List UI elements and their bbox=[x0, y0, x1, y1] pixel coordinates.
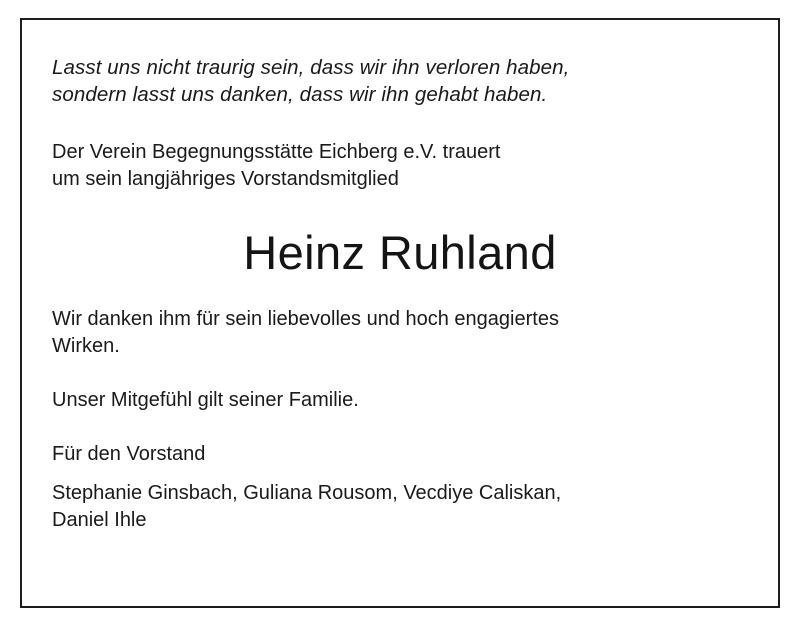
condolence-text bbox=[52, 387, 748, 414]
epigraph bbox=[52, 54, 748, 109]
signature-block bbox=[52, 441, 748, 535]
deceased-name: Heinz Ruhland bbox=[243, 226, 557, 280]
intro-line-1: Der Verein Begegnungsstätte Eichberg e.V. trauert bbox=[52, 140, 501, 163]
signature-names-line-1: Stephanie Ginsbach, Guliana Rousom, Vecdiye Caliskan, bbox=[52, 481, 562, 504]
obituary-card bbox=[20, 18, 780, 608]
intro-text bbox=[52, 139, 748, 193]
signature-role: Für den Vorstand bbox=[52, 442, 206, 465]
deceased-name-block bbox=[52, 227, 748, 279]
signature-names bbox=[52, 480, 748, 534]
epigraph-line-1: Lasst uns nicht traurig sein, dass wir ihn verloren haben, bbox=[52, 56, 570, 79]
epigraph-line-2: sondern lasst uns danken, dass wir ihn gehabt haben. bbox=[52, 83, 548, 107]
thanks-text bbox=[52, 306, 748, 360]
thanks-line-1: Wir danken ihm für sein liebevolles und hoch engagiertes bbox=[52, 308, 559, 330]
condolence-line-1: Unser Mitgefühl gilt seiner Familie. bbox=[52, 389, 359, 412]
intro-line-2: um sein langjähriges Vorstandsmitglied bbox=[52, 168, 399, 191]
thanks-line-2: Wirken. bbox=[52, 335, 120, 358]
signature-names-line-2: Daniel Ihle bbox=[52, 508, 147, 531]
